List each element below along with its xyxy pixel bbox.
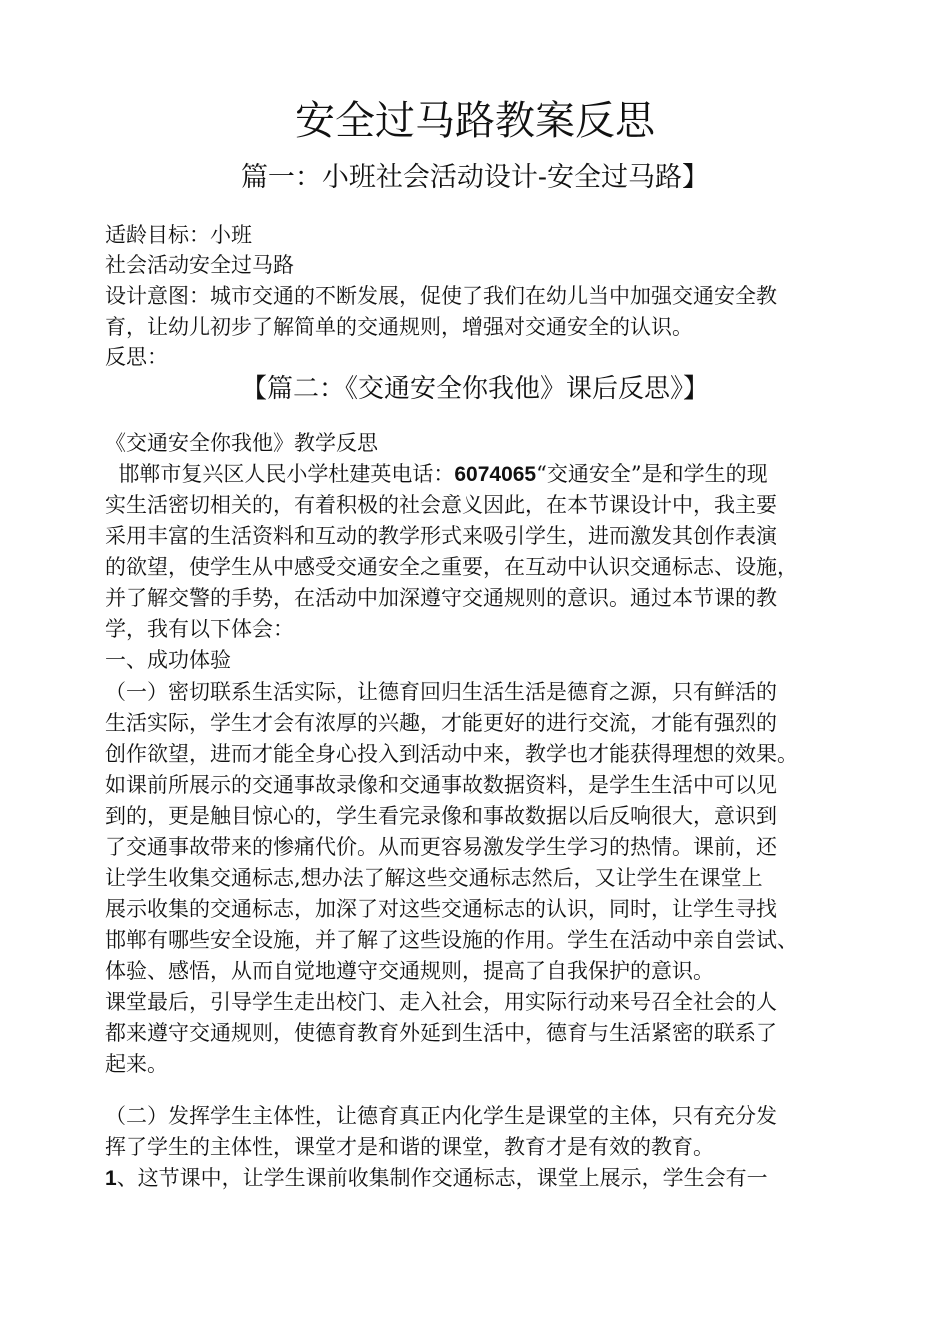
section1-line: 设计意图：城市交通的不断发展，促使了我们在幼儿当中加强交通安全教 xyxy=(105,284,777,308)
section1-line: 育，让幼儿初步了解简单的交通规则，增强对交通安全的认识。 xyxy=(105,315,693,339)
section1-line: 社会活动安全过马路 xyxy=(105,253,294,277)
paragraph-line: 实生活密切相关的，有着积极的社会意义因此，在本节课设计中，我主要 xyxy=(105,493,777,517)
paragraph-line: 课堂最后，引导学生走出校门、走入社会，用实际行动来号召全社会的人 xyxy=(105,990,777,1014)
paragraph-line: 挥了学生的主体性，课堂才是和谐的课堂，教育才是有效的教育。 xyxy=(105,1135,714,1159)
document-title: 安全过马路教案反思 xyxy=(295,98,655,144)
paragraph-line: （一）密切联系生活实际，让德育回归生活生活是德育之源，只有鲜活的 xyxy=(105,680,777,704)
section1-line: 反思： xyxy=(105,345,168,369)
paragraph-line: 到的，更是触目惊心的，学生看完录像和事故数据以后反响很大，意识到 xyxy=(105,804,777,828)
paragraph-line: 学，我有以下体会： xyxy=(105,617,294,641)
author-line xyxy=(105,459,768,490)
paragraph-line: 起来。 xyxy=(105,1052,168,1076)
paragraph-line: （二）发挥学生主体性，让德育真正内化学生是课堂的主体，只有充分发 xyxy=(105,1104,777,1128)
numbered-item xyxy=(105,1163,768,1194)
author-suffix: “交通安全”是和学生的现 xyxy=(536,462,768,486)
section-subheading: 一、成功体验 xyxy=(105,648,231,672)
section1-heading: 篇一：小班社会活动设计-安全过马路】 xyxy=(240,162,710,193)
paragraph-line: 体验、感悟，从而自觉地遵守交通规则，提高了自我保护的意识。 xyxy=(105,959,714,983)
section2-intro-title: 《交通安全你我他》教学反思 xyxy=(105,431,378,455)
paragraph-line: 如课前所展示的交通事故录像和交通事故数据资料，是学生生活中可以见 xyxy=(105,773,777,797)
paragraph-line: 并了解交警的手势，在活动中加深遵守交通规则的意识。通过本节课的教 xyxy=(105,586,777,610)
paragraph-line: 邯郸有哪些安全设施，并了解了这些设施的作用。学生在活动中亲自尝试、 xyxy=(105,928,798,952)
phone-number: 6074065 xyxy=(454,463,537,486)
paragraph-line: 生活实际，学生才会有浓厚的兴趣，才能更好的进行交流，才能有强烈的 xyxy=(105,711,777,735)
paragraph-line: 了交通事故带来的惨痛代价。从而更容易激发学生学习的热情。课前，还 xyxy=(105,835,777,859)
section2-heading: 【篇二：《交通安全你我他》课后反思》】 xyxy=(240,374,709,404)
paragraph-line: 采用丰富的生活资料和互动的教学形式来吸引学生，进而激发其创作表演 xyxy=(105,524,777,548)
item-text: 、这节课中，让学生课前收集制作交通标志，课堂上展示，学生会有一 xyxy=(116,1166,768,1190)
paragraph-line: 都来遵守交通规则，使德育教育外延到生活中，德育与生活紧密的联系了 xyxy=(105,1021,777,1045)
section1-line: 适龄目标：小班 xyxy=(105,223,252,247)
author-prefix: 邯郸市复兴区人民小学杜建英电话： xyxy=(105,462,455,486)
paragraph-line: 让学生收集交通标志,想办法了解这些交通标志然后，又让学生在课堂上 xyxy=(105,866,763,890)
paragraph-line: 展示收集的交通标志，加深了对这些交通标志的认识，同时，让学生寻找 xyxy=(105,897,777,921)
paragraph-line: 的欲望，使学生从中感受交通安全之重要，在互动中认识交通标志、设施， xyxy=(105,555,798,579)
item-number: 1 xyxy=(105,1167,117,1190)
paragraph-line: 创作欲望，进而才能全身心投入到活动中来，教学也才能获得理想的效果。 xyxy=(105,742,798,766)
